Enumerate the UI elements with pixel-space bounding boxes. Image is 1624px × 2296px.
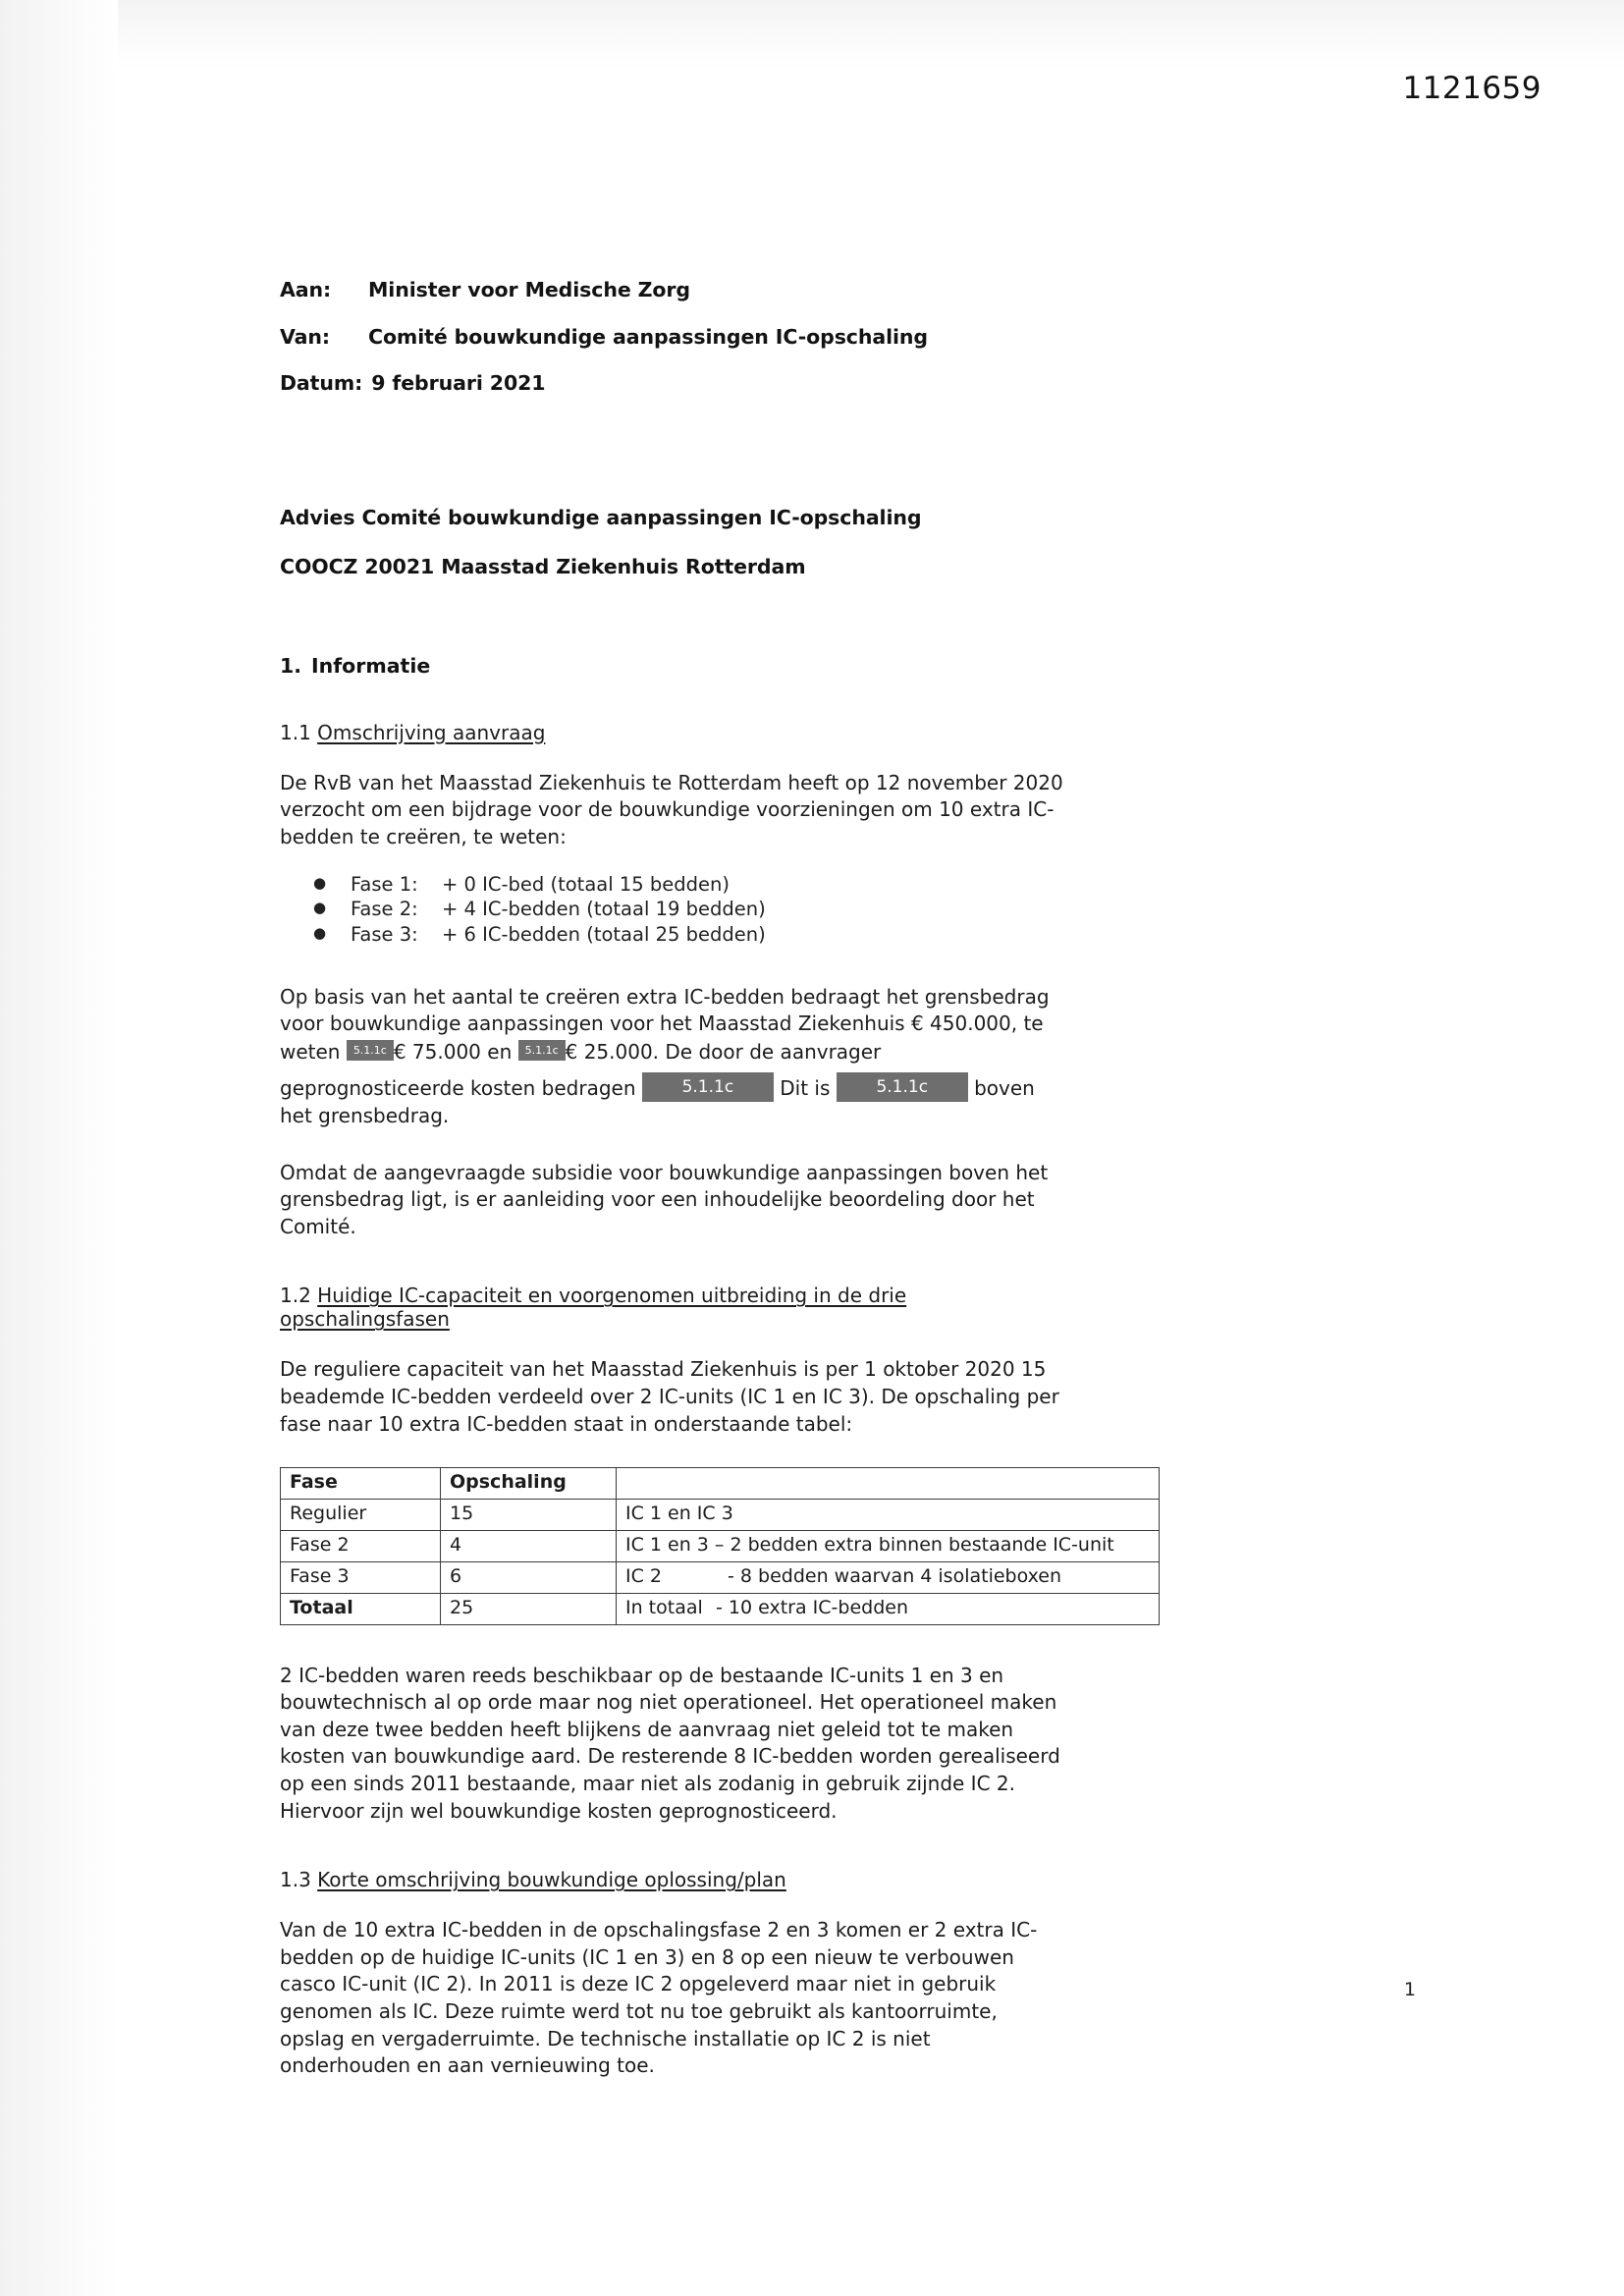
cell-unit: IC 2 bbox=[625, 1564, 662, 1587]
column-header-opschaling: Opschaling bbox=[441, 1468, 617, 1500]
section-number-1: 1. bbox=[280, 653, 302, 678]
recipient-label: Aan: bbox=[280, 278, 332, 301]
subsection-number-1-2: 1.2 bbox=[280, 1284, 311, 1308]
date-value: 9 februari 2021 bbox=[371, 371, 546, 395]
cell-fase: Totaal bbox=[281, 1593, 441, 1624]
redaction-box: 5.1.1c bbox=[518, 1040, 566, 1061]
scan-edge-top-shading bbox=[0, 0, 1624, 69]
cell-opschaling: 6 bbox=[441, 1561, 617, 1593]
cell-fase: Regulier bbox=[281, 1500, 441, 1531]
redaction-box: 5.1.1c bbox=[837, 1072, 968, 1102]
paragraph-omdat: Omdat de aangevraagde subsidie voor bouwkundige aanpassingen boven het grensbedrag ligt, is er aanleiding voor een inhoudelijke beoordeling door het Comité. bbox=[280, 1160, 1049, 1238]
paragraph-na-tabel: 2 IC-bedden waren reeds beschikbaar op de bestaande IC-units 1 en 3 en bouwtechnisch al op orde maar nog niet operationeel. Het operationeel maken van deze twee bedden heeft blijkens de aanvraag niet geleid tot te maken kosten van bouwkundige aard. De resterende 8 IC-bedden worden gerealiseerd op een sinds 2011 bestaande, maar niet als zodanig in gebruik zijnde IC 2. Hiervoor zijn wel bouwkundige kosten geprognosticeerd. bbox=[280, 1663, 1060, 1823]
grensbedrag-text-5: Dit is bbox=[780, 1076, 831, 1101]
subsection-title-1-2: Huidige IC-capaciteit en voorgenomen uitbreiding in de drie opschalingsfasen bbox=[280, 1284, 907, 1332]
cell-description bbox=[617, 1561, 1160, 1593]
paragraph-capaciteit-intro: De reguliere capaciteit van het Maasstad Ziekenhuis is per 1 oktober 2020 15 beademde IC-bedden verdeeld over 2 IC-units (IC 1 en IC 3). De opschaling per fase naar 10 extra IC-bedden staat in onderstaande tabel: bbox=[280, 1357, 1059, 1436]
cell-detail: - 8 bedden waarvan 4 isolatieboxen bbox=[728, 1564, 1062, 1587]
phase-value: + 6 IC-bedden (totaal 25 bedden) bbox=[442, 922, 766, 946]
recipient-value: Minister voor Medische Zorg bbox=[368, 278, 691, 301]
grensbedrag-text-1: Op basis van het aantal te creëren extra IC-bedden bedraagt het grensbedrag voor bouwkundige aanpassingen voor het Maasstad Ziekenhuis € 450.000, te weten bbox=[280, 984, 1050, 1064]
list-item bbox=[280, 872, 1065, 897]
subsection-heading-1-1 bbox=[280, 721, 1065, 744]
table-row bbox=[281, 1593, 1160, 1624]
recipient-row bbox=[280, 280, 1065, 301]
date-row bbox=[280, 373, 1065, 394]
cell-opschaling: 25 bbox=[441, 1593, 617, 1624]
page-subtitle: COOCZ 20021 Maasstad Ziekenhuis Rotterdam bbox=[280, 555, 806, 578]
cell-opschaling: 4 bbox=[441, 1531, 617, 1562]
column-header-description bbox=[617, 1468, 1160, 1500]
cell-unit: In totaal bbox=[625, 1596, 703, 1618]
phase-label: Fase 3: bbox=[351, 922, 418, 946]
sender-row bbox=[280, 324, 1065, 349]
section-heading-1 bbox=[280, 654, 1065, 678]
table-row bbox=[281, 1561, 1160, 1593]
cell-description bbox=[617, 1531, 1160, 1562]
cell-opschaling: 15 bbox=[441, 1500, 617, 1531]
document-content bbox=[280, 278, 1114, 2080]
list-item bbox=[280, 897, 1065, 921]
cell-fase: Fase 3 bbox=[281, 1561, 441, 1593]
phase-list bbox=[280, 872, 1065, 946]
table-row bbox=[281, 1531, 1160, 1562]
grensbedrag-text-2: € 75.000 en bbox=[393, 1039, 513, 1064]
grensbedrag-text-6: boven het grensbedrag. bbox=[280, 1076, 1035, 1128]
sender-label: Van: bbox=[280, 324, 330, 349]
bullet-icon: ● bbox=[313, 874, 327, 893]
cell-unit: IC 1 en IC 3 bbox=[625, 1503, 733, 1525]
bullet-icon: ● bbox=[313, 899, 327, 917]
paragraph-bouwkundige-oplossing: Van de 10 extra IC-bedden in de opschalingsfase 2 en 3 komen er 2 extra IC-bedden op de huidige IC-units (IC 1 en 3) en 8 op een nieuw te verbouwen casco IC-unit (IC 2). In 2011 is deze IC 2 opgeleverd maar niet in gebruik genomen als IC. Deze ruimte werd tot nu toe gebruikt als kantoorruimte, opslag en vergaderruimte. De technische installatie op IC 2 is niet onderhouden en aan vernieuwing toe. bbox=[280, 1918, 1038, 2078]
grensbedrag-text-3: € 25.000. bbox=[565, 1039, 660, 1064]
redaction-box: 5.1.1c bbox=[347, 1040, 394, 1061]
phase-value: + 0 IC-bed (totaal 15 bedden) bbox=[442, 873, 730, 897]
subsection-heading-1-2 bbox=[280, 1284, 1065, 1331]
scan-edge-left-shading bbox=[0, 0, 118, 2296]
phase-label: Fase 2: bbox=[351, 898, 418, 921]
section-title-1: Informatie bbox=[311, 653, 431, 678]
letter-header bbox=[280, 280, 1065, 394]
title-block bbox=[280, 505, 1065, 578]
phase-label: Fase 1: bbox=[351, 873, 418, 897]
sender-value: Comité bouwkundige aanpassingen IC-opschaling bbox=[368, 324, 929, 349]
page-number: 1 bbox=[1403, 1979, 1416, 2000]
subsection-number-1-1: 1.1 bbox=[280, 720, 311, 744]
cell-description bbox=[617, 1593, 1160, 1624]
column-header-fase: Fase bbox=[281, 1468, 441, 1500]
subsection-number-1-3: 1.3 bbox=[280, 1868, 311, 1892]
grensbedrag-text-4: De door de aanvrager geprognosticeerde kosten bedragen bbox=[280, 1039, 882, 1101]
cell-fase: Fase 2 bbox=[281, 1531, 441, 1562]
subsection-title-1-1: Omschrijving aanvraag bbox=[317, 720, 546, 744]
capacity-table bbox=[280, 1467, 1160, 1624]
date-label: Datum: bbox=[280, 371, 363, 395]
document-number: 1121659 bbox=[1402, 71, 1542, 106]
cell-unit: IC 1 en 3 – 2 bedden extra binnen bestaande IC-unit bbox=[625, 1534, 1114, 1557]
redaction-box: 5.1.1c bbox=[642, 1072, 774, 1102]
table-row bbox=[281, 1500, 1160, 1531]
cell-description bbox=[617, 1500, 1160, 1531]
bullet-icon: ● bbox=[313, 923, 327, 942]
cell-detail: - 10 extra IC-bedden bbox=[716, 1596, 908, 1618]
paragraph-aanvraag-intro: De RvB van het Maasstad Ziekenhuis te Rotterdam heeft op 12 november 2020 verzocht om een bijdrage voor de bouwkundige voorzieningen om 10 extra IC-bedden te creëren, te weten: bbox=[280, 770, 1063, 848]
subsection-heading-1-3 bbox=[280, 1868, 1065, 1891]
phase-value: + 4 IC-bedden (totaal 19 bedden) bbox=[442, 898, 766, 921]
paragraph-grensbedrag bbox=[280, 984, 1065, 1130]
table-header-row bbox=[281, 1468, 1160, 1500]
subsection-title-1-3: Korte omschrijving bouwkundige oplossing/plan bbox=[317, 1868, 786, 1892]
page-title: Advies Comité bouwkundige aanpassingen IC-opschaling bbox=[280, 505, 922, 529]
list-item bbox=[280, 922, 1065, 947]
